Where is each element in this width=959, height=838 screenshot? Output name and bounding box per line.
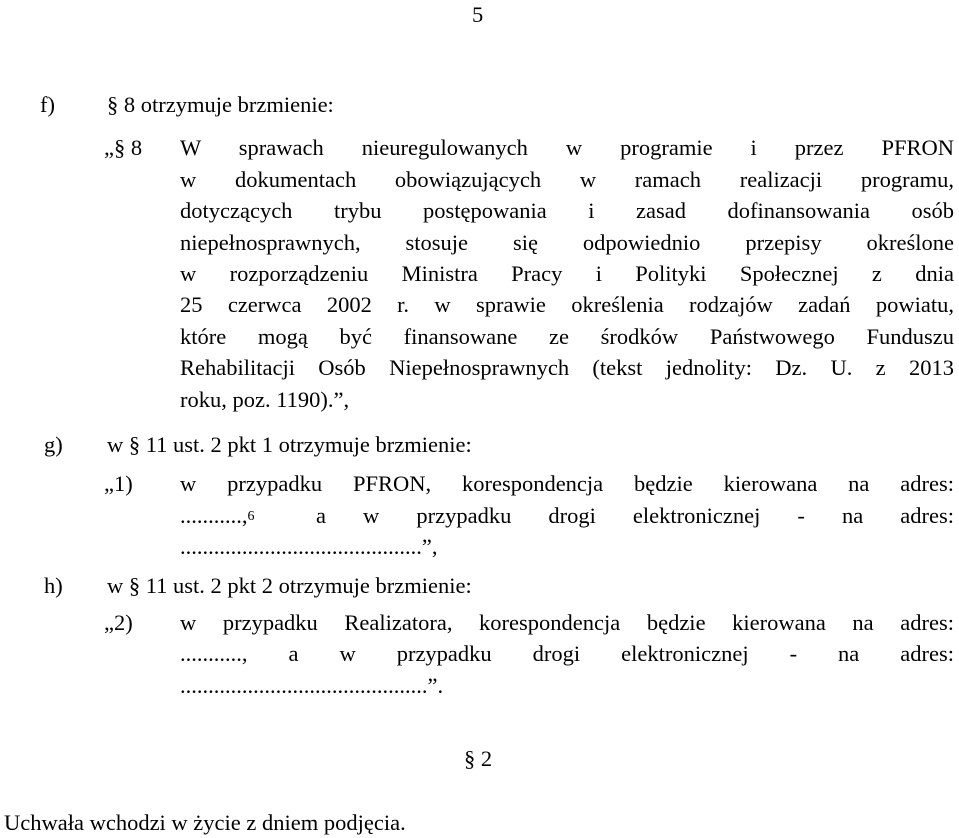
text-line-g-1: w przypadku PFRON, korespondencja będzie kierowana na adres: <box>180 471 954 496</box>
item-heading-h: w § 11 ust. 2 pkt 2 otrzymuje brzmienie: <box>107 573 472 598</box>
text-line-f-4: niepełnosprawnych, stosuje się odpowiednio przepisy określone <box>180 230 954 255</box>
text-line-f-1: W sprawach nieuregulowanych w programie i przez PFRON <box>180 135 954 160</box>
item-heading-g: w § 11 ust. 2 pkt 1 otrzymuje brzmienie: <box>107 432 472 457</box>
item-label-h: h) <box>44 573 63 598</box>
item-heading-f: § 8 otrzymuje brzmienie: <box>107 92 334 117</box>
text-line-f-3: dotyczących trybu postępowania i zasad dofinansowania osób <box>180 198 954 223</box>
text-line-h-2: ..........., a w przypadku drogi elektronicznej - na adres: <box>180 641 954 666</box>
item-label-f: f) <box>40 92 55 117</box>
text-line-f-9: roku, poz. 1190).”, <box>180 387 350 412</box>
text-line-f-2: w dokumentach obowiązujących w ramach realizacji programu, <box>180 167 954 192</box>
text-line-h-1: w przypadku Realizatora, korespondencja będzie kierowana na adres: <box>180 610 954 635</box>
section-heading: § 2 <box>464 746 493 771</box>
item-label-g: g) <box>44 432 63 457</box>
closing-text: Uchwała wchodzi w życie z dniem podjęcia. <box>4 810 406 835</box>
quote-open-g: „1) <box>104 471 133 496</box>
text-line-f-5: w rozporządzeniu Ministra Pracy i Polityki Społecznej z dnia <box>180 261 954 286</box>
text-line-f-7: które mogą być finansowane ze środków Państwowego Funduszu <box>180 324 954 349</box>
text-line-g-2-prefix <box>180 505 255 528</box>
quote-open-h: „2) <box>104 610 133 635</box>
page-number: 5 <box>472 2 484 27</box>
text-line-f-8: Rehabilitacji Osób Niepełnosprawnych (tekst jednolity: Dz. U. z 2013 <box>180 355 954 380</box>
text-line-h-3: ............................................”. <box>180 673 444 698</box>
footnote-marker: 6 <box>247 509 255 524</box>
text-line-g-3: ...........................................”, <box>180 534 438 559</box>
text-line-g-2: a w przypadku drogi elektronicznej - na adres: <box>316 503 954 528</box>
quote-open-f: „§ 8 <box>104 135 143 160</box>
text-line-f-6: 25 czerwca 2002 r. w sprawie określenia rodzajów zadań powiatu, <box>180 292 954 317</box>
dotted-placeholder: ..........., <box>180 503 248 528</box>
